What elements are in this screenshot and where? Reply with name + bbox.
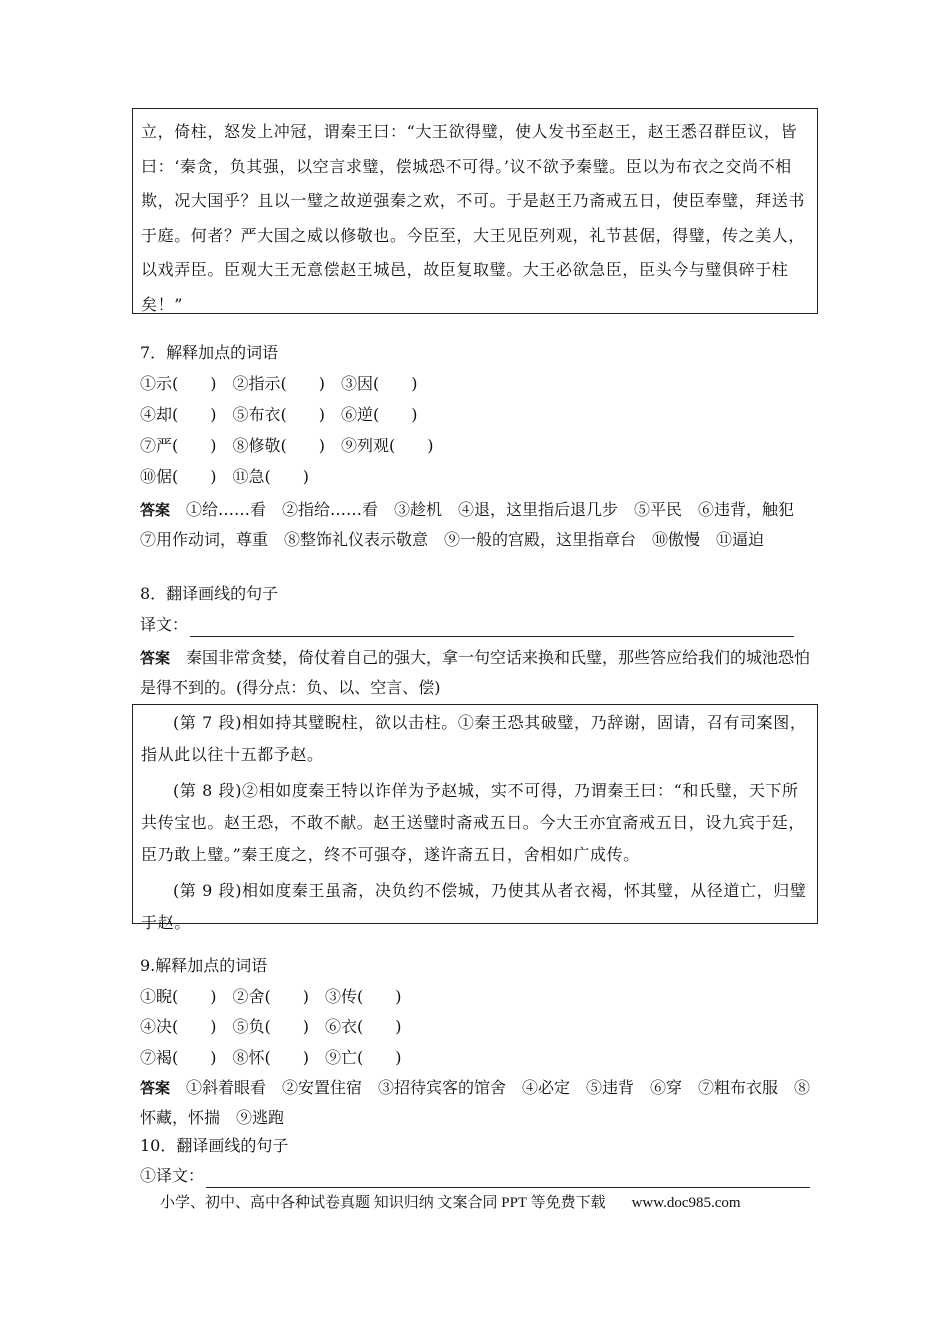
answer-label: 答案	[140, 649, 171, 667]
passage-paragraph-7: (第 7 段)相如持其璧睨柱，欲以击柱。①秦王恐其破璧，乃辞谢，固请，召有司案图，指从此以往十五都予赵。	[141, 713, 807, 764]
passage-box-1	[132, 108, 818, 314]
q7-answer	[140, 495, 812, 554]
passage-paragraph-8: (第 8 段)②相如度秦王特以诈佯为予赵城，实不可得，乃谓秦王曰：“和氏璧，天下所共传宝也。赵王恐，不敢不献。赵王送璧时斋戒五日。今大王亦宜斋戒五日，设九宾于廷，臣乃敢上璧。”秦王度之，终不可强夺，遂许斋五日，舍相如广成传。	[141, 781, 806, 864]
q7-row-2: ④却( ) ⑤布衣( ) ⑥逆( )	[140, 405, 418, 424]
q8-answer	[140, 643, 812, 702]
q7-title: 7．解释加点的词语	[140, 343, 279, 362]
passage-box-2	[132, 704, 818, 932]
q8-title: 8．翻译画线的句子	[140, 584, 279, 603]
q9-row-1: ①睨( ) ②舍( ) ③传( )	[140, 987, 402, 1006]
q8-translation-row	[140, 613, 794, 637]
answer-blank-line	[206, 1169, 810, 1188]
translation-label: ①译文：	[140, 1166, 205, 1185]
footer-url: www.doc985.com	[631, 1195, 741, 1211]
answer-label: 答案	[140, 501, 171, 519]
q9-answer	[140, 1073, 812, 1132]
q10-translation-row	[140, 1164, 810, 1188]
footer-text: 小学、初中、高中各种试卷真题 知识归纳 文案合同 PPT 等免费下载	[160, 1195, 606, 1211]
answer-label: 答案	[140, 1079, 171, 1097]
passage-paragraph-9: (第 9 段)相如度秦王虽斋，决负约不偿城，乃使其从者衣褐，怀其璧，从径道亡，归璧于赵。	[141, 881, 807, 932]
q9-title: 9.解释加点的词语	[140, 956, 268, 975]
translation-label: 译文：	[140, 615, 189, 634]
q7-row-3: ⑦严( ) ⑧修敬( ) ⑨列观( )	[140, 436, 434, 455]
passage-text: 立，倚柱，怒发上冲冠，谓秦王曰：“大王欲得璧，使人发书至赵王，赵王悉召群臣议，皆曰：‘秦贪，负其强，以空言求璧，偿城恐不可得。’议不欲予秦璧。臣以为布衣之交尚不相欺，况大国乎？且以一璧之故逆强秦之欢，不可。于是赵王乃斋戒五日，使臣奉璧，拜送书于庭。何者？严大国之威以修敬也。今臣至，大王见臣列观，礼节甚倨，得璧，传之美人，以戏弄臣。臣观大王无意偿赵王城邑，故臣复取璧。大王必欲急臣，臣头今与璧俱碎于柱矣！”	[141, 122, 806, 314]
q9-row-2: ④决( ) ⑤负( ) ⑥衣( )	[140, 1017, 402, 1036]
q7-row-4: ⑩倨( ) ⑪急( )	[140, 467, 309, 486]
answer-text: 秦国非常贪婪，倚仗着自己的强大，拿一句空话来换和氏璧，那些答应给我们的城池恐怕是得不到的。(得分点：负、以、空言、偿)	[140, 648, 811, 697]
page-footer	[160, 1191, 741, 1212]
answer-text: ①给……看 ②指给……看 ③趁机 ④退，这里指后退几步 ⑤平民 ⑥违背，触犯 ⑦用作动词，尊重 ⑧整饰礼仪表示敬意 ⑨一般的宫殿，这里指章台 ⑩傲慢 ⑪逼迫	[140, 500, 811, 549]
q10-title: 10．翻译画线的句子	[140, 1136, 289, 1155]
q9-row-3: ⑦褐( ) ⑧怀( ) ⑨亡( )	[140, 1048, 402, 1067]
answer-blank-line	[190, 618, 794, 637]
answer-text: ①斜着眼看 ②安置住宿 ③招待宾客的馆舍 ④必定 ⑤违背 ⑥穿 ⑦粗布衣服 ⑧怀藏，怀揣 ⑨逃跑	[140, 1078, 811, 1127]
q7-row-1: ①示( ) ②指示( ) ③因( )	[140, 374, 418, 393]
